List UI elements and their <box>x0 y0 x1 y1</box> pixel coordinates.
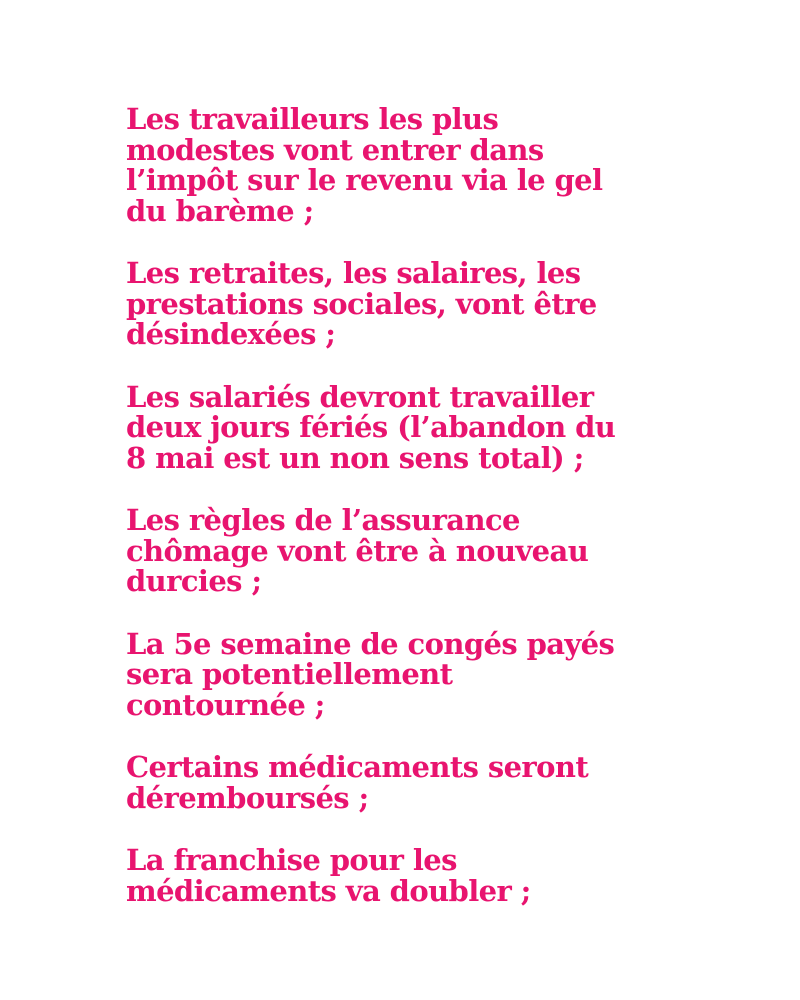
list-item-conges-payes: La 5e semaine de congés payés sera potentiellement contournée ; <box>126 626 615 722</box>
list-item-jours-feries: Les salariés devront travailler deux jours fériés (l’abandon du 8 mai est un non sens total) ; <box>126 379 616 475</box>
list-item-franchise-medicaments: La franchise pour les médicaments va doubler ; <box>126 843 531 908</box>
list-item-gel-bareme: Les travailleurs les plus modestes vont entrer dans l’impôt sur le revenu via le gel du barème ; <box>126 102 603 228</box>
list-item-assurance-chomage: Les règles de l’assurance chômage vont être à nouveau durcies ; <box>126 503 589 598</box>
list-item-desindexation: Les retraites, les salaires, les prestations sociales, vont être désindexées ; <box>126 256 597 351</box>
statement-list <box>126 104 766 906</box>
list-item-medicaments-derembourses: Certains médicaments seront déremboursés ; <box>126 750 589 815</box>
